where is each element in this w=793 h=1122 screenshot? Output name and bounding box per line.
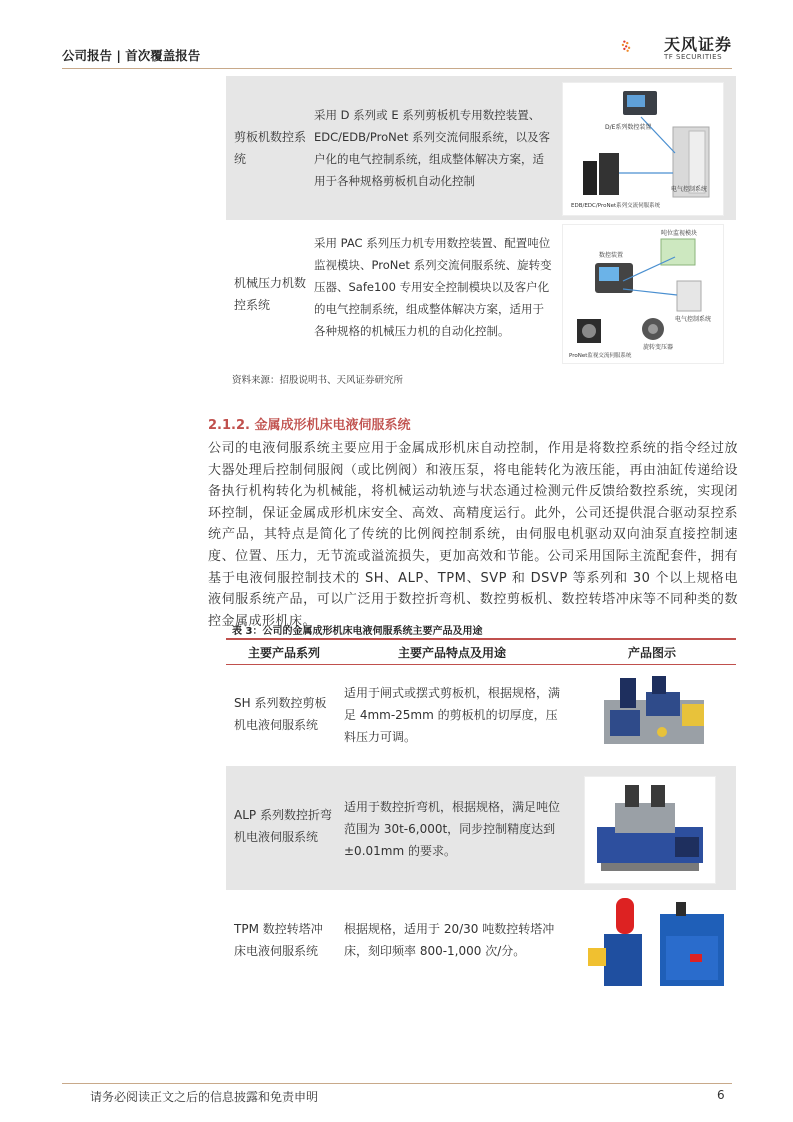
footer-divider bbox=[62, 1083, 732, 1084]
tf-securities-logo bbox=[620, 26, 660, 66]
img-label: 吨位监视模块 bbox=[661, 230, 698, 237]
table1-row-shearing bbox=[226, 76, 736, 220]
report-type-header: 公司报告 | 首次覆盖报告 bbox=[62, 48, 201, 63]
table3-header bbox=[226, 638, 736, 665]
row-description: 采用 D 系列或 E 系列剪板机专用数控装置、EDC/EDB/ProNet 系列交流伺服系统，以及客户化的电气控制系统，组成整体解决方案，适用于各种规格剪板机自动化控制 bbox=[314, 108, 550, 188]
img-label: 电气控制系统 bbox=[675, 316, 712, 323]
product-series: TPM 数控转塔冲床电液伺服系统 bbox=[234, 922, 323, 958]
table1-source-note: 资料来源：招股说明书、天风证券研究所 bbox=[232, 375, 404, 386]
img-label: ProNet监视交流伺服系统 bbox=[569, 353, 632, 359]
header-divider bbox=[62, 68, 732, 69]
press-system-image bbox=[562, 224, 724, 364]
section-heading: 2.1.2. 金属成形机床电液伺服系统 bbox=[208, 418, 411, 433]
table3-row-tpm bbox=[226, 892, 736, 1002]
col-header-image: 产品图示 bbox=[628, 646, 677, 660]
row-label: 机械压力机数控系统 bbox=[234, 276, 307, 312]
footer-disclaimer: 请务必阅读正文之后的信息披露和免责申明 bbox=[90, 1090, 319, 1104]
sh-valve-image bbox=[590, 670, 726, 758]
alp-valve-image bbox=[584, 776, 716, 884]
product-description: 适用于数控折弯机，根据规格，满足吨位范围为 30t-6,000t，同步控制精度达到 ±0.01mm 的要求。 bbox=[344, 800, 561, 858]
page-number: 6 bbox=[717, 1088, 725, 1102]
img-label: 数控装置 bbox=[599, 252, 624, 259]
col-header-features: 主要产品特点及用途 bbox=[398, 646, 507, 660]
product-description: 根据规格，适用于 20/30 吨数控转塔冲床，刻印频率 800-1,000 次/分。 bbox=[344, 922, 555, 958]
img-label: 旋转变压器 bbox=[643, 344, 674, 351]
img-label: 电气控制系统 bbox=[671, 186, 708, 193]
table3-row-alp bbox=[226, 766, 736, 890]
shearing-system-image bbox=[562, 82, 724, 216]
img-label: EDB/EDC/ProNet系列交流伺服系统 bbox=[571, 203, 661, 209]
row-description: 采用 PAC 系列压力机专用数控装置、配置吨位监视模块、ProNet 系列交流伺服系统、旋转变压器、Safe100 专用安全控制模块以及客户化的电气控制系统，组成整体解决方案，适用于各种规格的机械压力机的自动化控制。 bbox=[314, 236, 552, 338]
tpm-unit-image bbox=[580, 896, 730, 996]
row-label: 剪板机数控系统 bbox=[234, 130, 307, 166]
table1-row-press bbox=[226, 222, 736, 364]
logo-text-en: TF SECURITIES bbox=[664, 53, 723, 61]
product-description: 适用于闸式或摆式剪板机，根据规格，满足 4mm-25mm 的剪板机的切厚度，压料压力可调。 bbox=[344, 686, 561, 744]
section-paragraph: 公司的电液伺服系统主要应用于金属成形机床自动控制，作用是将数控系统的指令经过放大器处理后控制伺服阀（或比例阀）和液压泵，将电能转化为液压能，再由油缸传递给设备执行机构转化为机械能，将机械运动轨迹与状态通过检测元件反馈给数控系统，实现闭环控制，保证金属成形机床安全、高效、高精度运行。此外，公司还提供混合驱动泵控系统产品，其特点是简化了传统的比例阀控制系统，由伺服电机驱动双向油泵直接控制速度、位置、压力，无节流或溢流损失，更加高效和节能。公司采用国际主流配套件，拥有基于电液伺服控制技术的 SH、ALP、TPM、SVP 和 DSVP 等系列和 30 个以上规格电液伺服系统产品，可以广泛用于数控折弯机、数控剪板机、数控转塔冲床等不同种类的数控金属成形机床。 bbox=[208, 441, 738, 629]
product-series: ALP 系列数控折弯机电液伺服系统 bbox=[234, 808, 332, 844]
logo-text-cn: 天风证券 bbox=[664, 35, 733, 54]
table3-row-sh bbox=[226, 664, 736, 764]
table3-caption: 表 3：公司的金属成形机床电液伺服系统主要产品及用途 bbox=[232, 626, 483, 637]
img-label: D/E系列数控装置 bbox=[605, 124, 652, 131]
col-header-series: 主要产品系列 bbox=[248, 646, 321, 660]
product-series: SH 系列数控剪板机电液伺服系统 bbox=[234, 696, 327, 732]
